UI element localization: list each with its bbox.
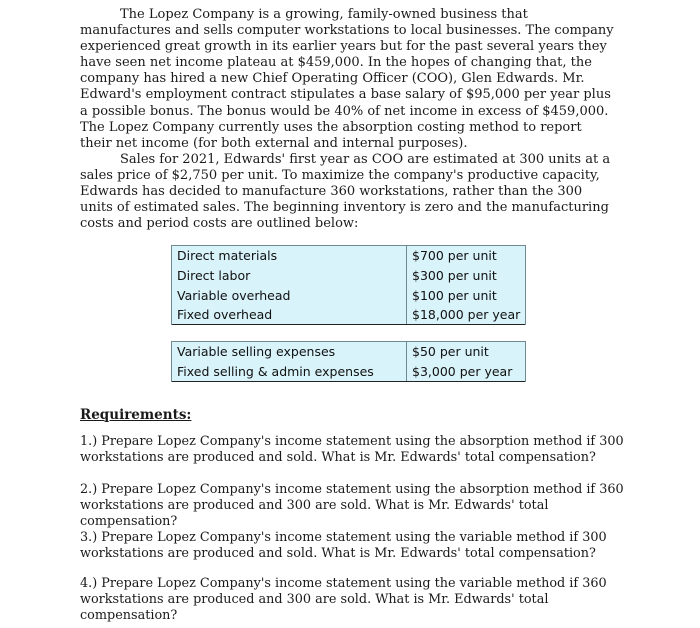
table-row	[172, 342, 525, 362]
cost-label: Fixed selling & admin expenses	[177, 364, 374, 379]
cost-label: Variable overhead	[177, 288, 291, 303]
requirements-heading: Requirements:	[80, 407, 192, 423]
cost-value: $100 per unit	[412, 288, 497, 303]
intro-paragraph-1	[80, 7, 616, 152]
cost-value: $50 per unit	[412, 344, 489, 359]
table-row	[172, 305, 525, 325]
table-row	[172, 266, 525, 286]
cost-value: $3,000 per year	[412, 364, 513, 379]
requirement-item: 3.) Prepare Lopez Company's income statement using the variable method if 300 workstations are produced and sold. What is Mr. Edwards' total compensation?	[80, 530, 607, 561]
table-row	[172, 362, 525, 382]
row-underline	[172, 381, 525, 382]
intro-paragraph-2-text: Sales for 2021, Edwards' first year as COO are estimated at 300 units at a sales price of $2,750 per unit. To maximize the company's productive capacity, Edwards has decided to manufacture 360 workstations, rather than the 300 units of estimated sales. The beginning inventory is zero and the manufacturing costs and period costs are outlined below:	[80, 152, 611, 232]
requirement-item: 4.) Prepare Lopez Company's income statement using the variable method if 360 workstations are produced and 300 are sold. What is Mr. Edwards' total compensation?	[80, 576, 607, 623]
cost-label: Variable selling expenses	[177, 344, 336, 359]
cost-value: $300 per unit	[412, 268, 497, 283]
intro-paragraph-1-text: The Lopez Company is a growing, family-owned business that manufactures and sells computer workstations to local businesses. The company experienced great growth in its earlier years but for the past several years they have seen net income plateau at $459,000. In the hopes of changing that, the company has hired a new Chief Operating Officer (COO), Glen Edwards. Mr. Edward's employment contract stipulates a base salary of $95,000 per year plus a possible bonus. The bonus would be 40% of net income in excess of $459,000. The Lopez Company currently uses the absorption costing method to report their net income (for both external and internal purposes).	[80, 7, 614, 151]
intro-paragraph-2	[80, 152, 616, 232]
cost-value: $700 per unit	[412, 248, 497, 263]
cost-value: $18,000 per year	[412, 307, 521, 322]
table-row	[172, 246, 525, 266]
cost-label: Direct labor	[177, 268, 251, 283]
cost-label: Fixed overhead	[177, 307, 273, 322]
period-costs-table	[171, 341, 526, 382]
table-row	[172, 286, 525, 306]
requirement-item: 1.) Prepare Lopez Company's income statement using the absorption method if 300 workstations are produced and sold. What is Mr. Edwards' total compensation?	[80, 434, 624, 465]
row-underline	[172, 324, 525, 325]
manufacturing-costs-table	[171, 245, 526, 325]
requirement-item: 2.) Prepare Lopez Company's income statement using the absorption method if 360 workstations are produced and 300 are sold. What is Mr. Edwards' total compensation?	[80, 482, 624, 529]
cost-label: Direct materials	[177, 248, 278, 263]
